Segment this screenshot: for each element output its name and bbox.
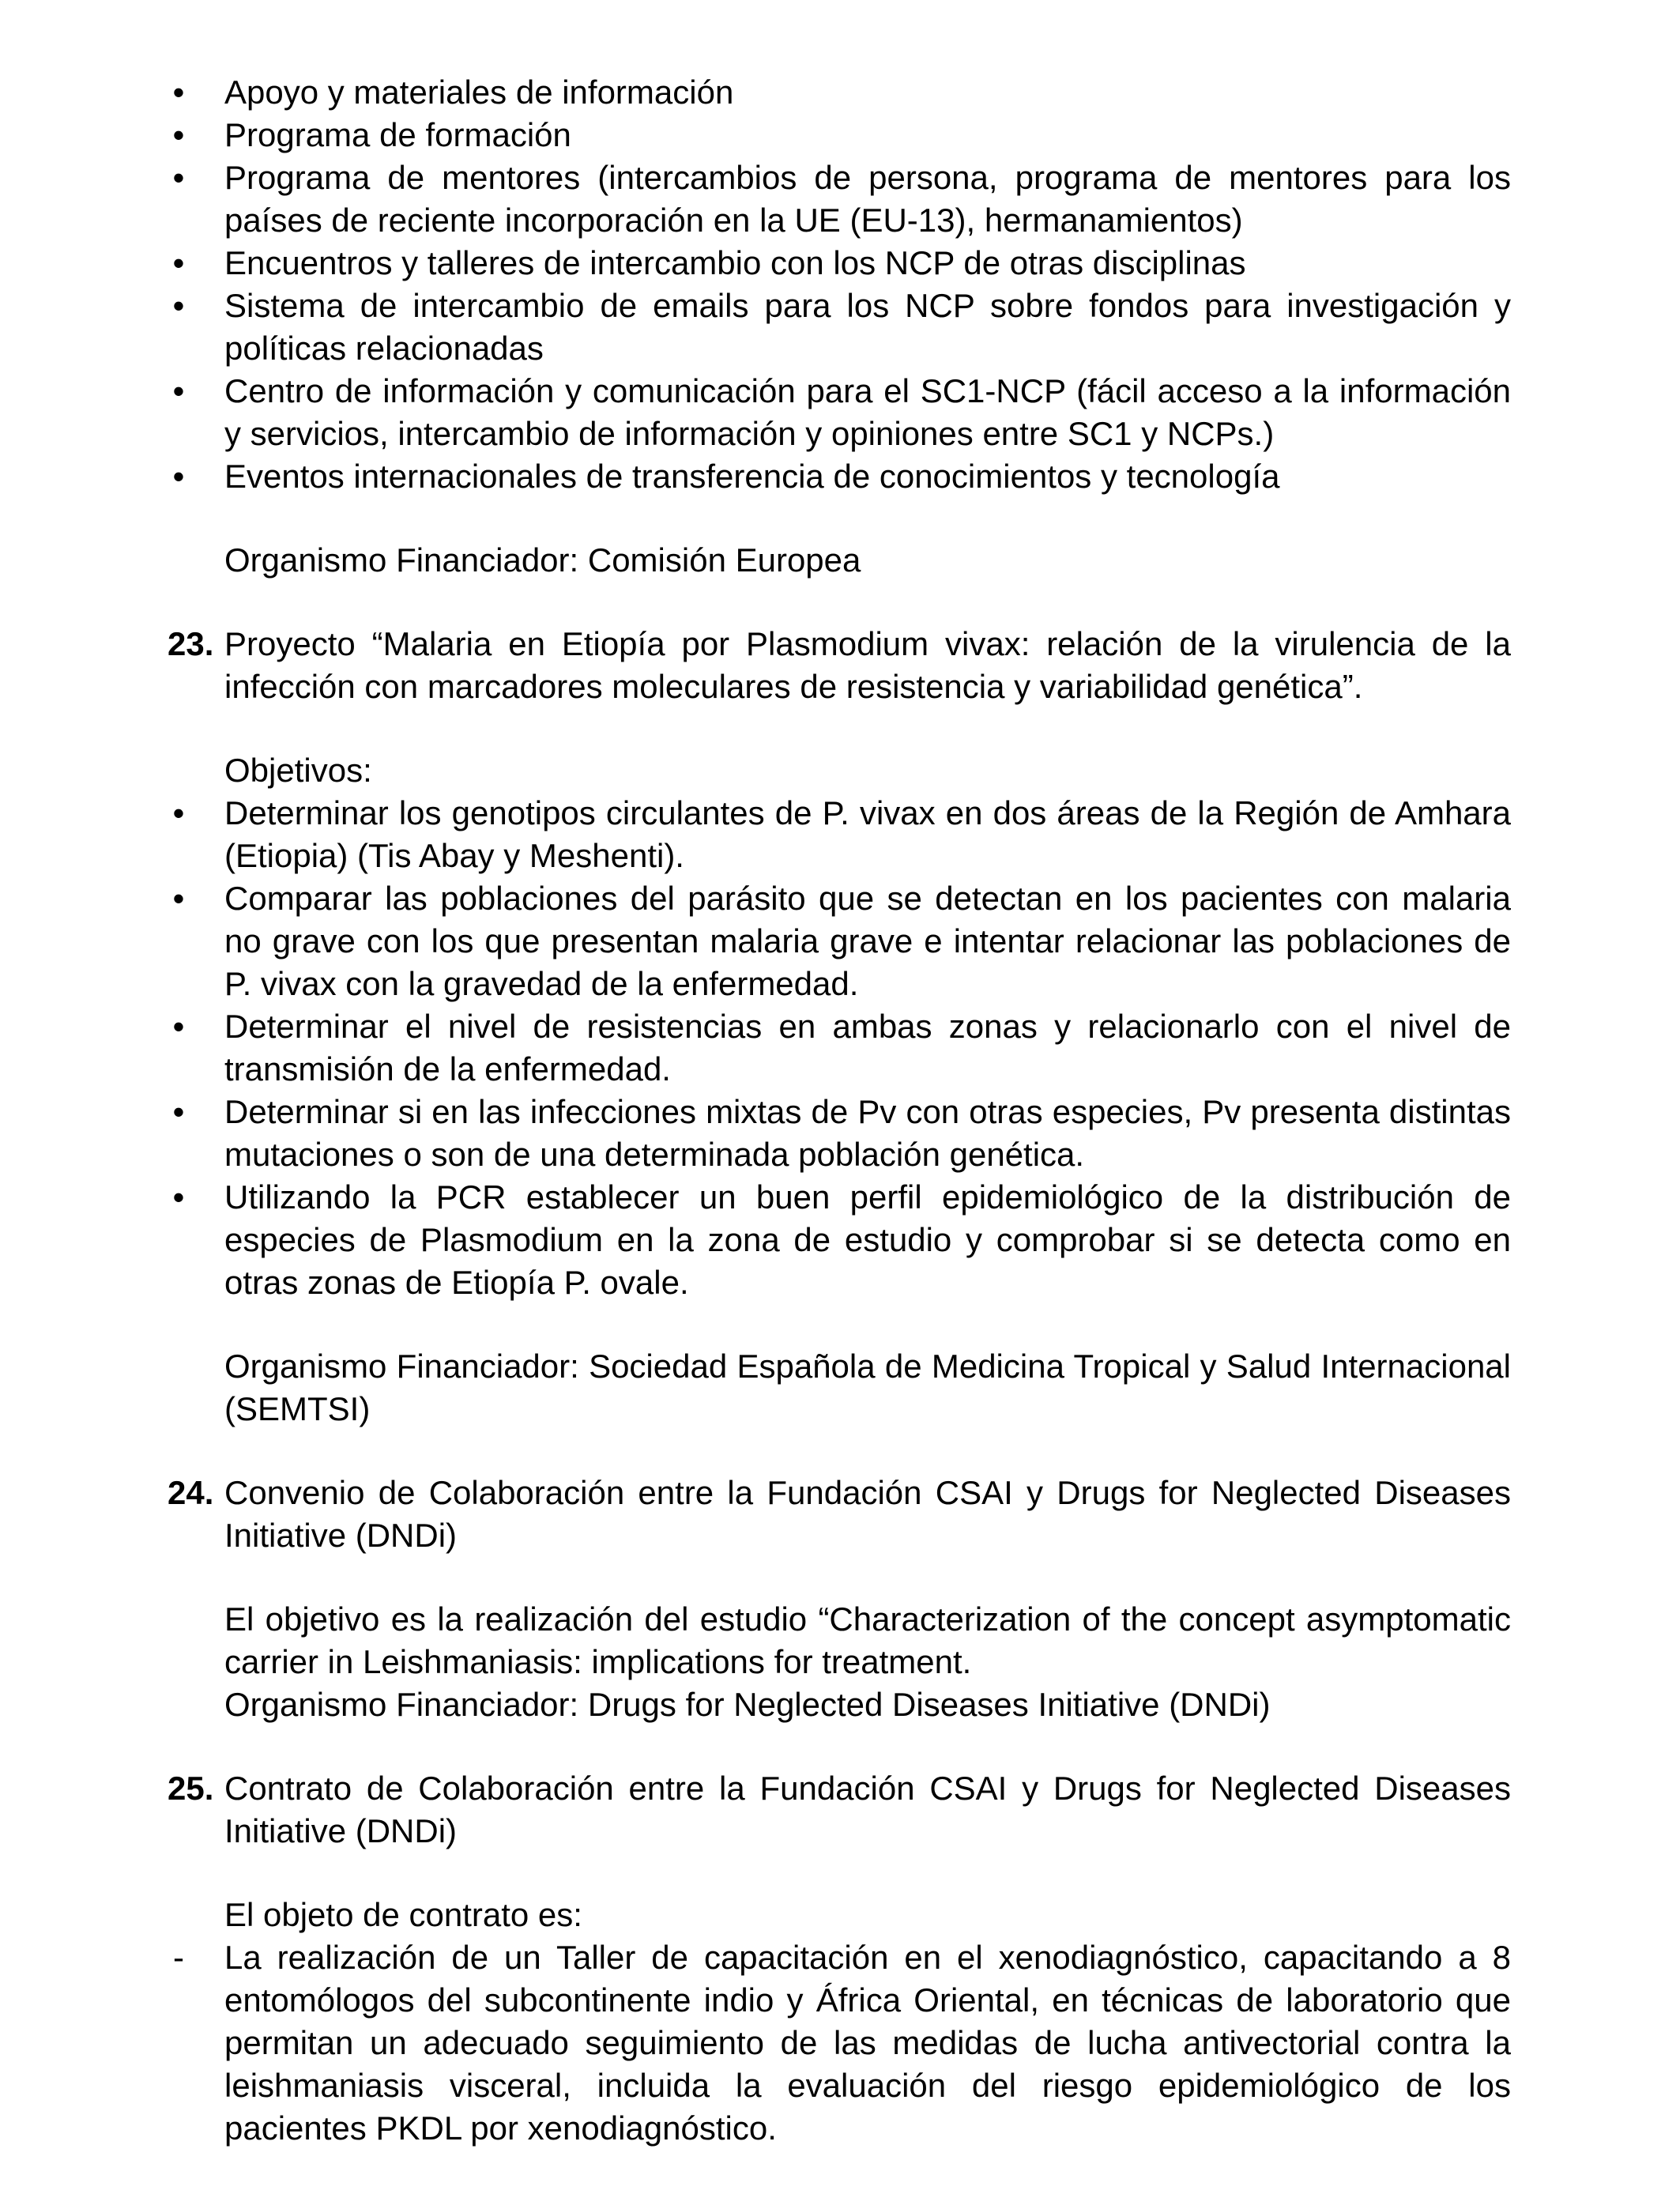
bullet-icon: • xyxy=(172,1008,185,1045)
list-item xyxy=(117,285,1511,370)
list-item xyxy=(117,242,1511,285)
item-number: 23. xyxy=(168,625,214,662)
list-item-text: Determinar si en las infecciones mixtas de Pv con otras especies, Pv presenta distintas mutaciones o son de una determinada población genética. xyxy=(224,1093,1511,1173)
list-item xyxy=(117,71,1511,114)
list-item xyxy=(117,1091,1511,1176)
list-item-text: Determinar el nivel de resistencias en ambas zonas y relacionarlo con el nivel de transmisión de la enfermedad. xyxy=(224,1008,1511,1088)
bullet-icon: • xyxy=(172,794,185,831)
numbered-item-24 xyxy=(168,1472,1511,1726)
dash-icon: - xyxy=(173,1939,184,1976)
list-item-text: Encuentros y talleres de intercambio con los NCP de otras disciplinas xyxy=(224,244,1246,281)
list-item-text: Comparar las poblaciones del parásito que se detectan en los pacientes con malaria no grave con los que presentan malaria grave e intentar relacionar las poblaciones de P. vivax con la gravedad de la enfermedad. xyxy=(224,880,1511,1002)
list-item-text: Centro de información y comunicación para el SC1-NCP (fácil acceso a la información y servicios, intercambio de información y opiniones entre SC1 y NCPs.) xyxy=(224,372,1511,452)
list-item-text: La realización de un Taller de capacitación en el xenodiagnóstico, capacitando a 8 entomólogos del subcontinente indio y África Oriental, en técnicas de laboratorio que permitan un adecuado seguimiento de las medidas de lucha antivectorial contra la leishmaniasis visceral, incluida la evaluación del riesgo epidemiológico de los pacientes PKDL por xenodiagnóstico. xyxy=(224,1939,1511,2147)
list-item xyxy=(117,792,1511,877)
bullet-icon: • xyxy=(172,244,185,281)
bullet-list-item-22 xyxy=(172,71,1511,498)
list-item xyxy=(117,114,1511,156)
objectives-label: Objetivos: xyxy=(224,752,372,789)
numbered-item-23 xyxy=(168,623,1511,1431)
list-item xyxy=(117,877,1511,1005)
list-item xyxy=(117,1936,1511,2150)
item-number: 25. xyxy=(168,1770,214,1807)
bullet-icon: • xyxy=(172,116,185,153)
list-item-text: Programa de mentores (intercambios de persona, programa de mentores para los países de reciente incorporación en la UE (EU-13), hermanamientos) xyxy=(224,159,1511,239)
bullet-icon: • xyxy=(172,458,185,495)
list-item-text: Sistema de intercambio de emails para los NCP sobre fondos para investigación y políticas relacionadas xyxy=(224,287,1511,367)
list-item xyxy=(117,1005,1511,1091)
list-item-text: Determinar los genotipos circulantes de P. vivax en dos áreas de la Región de Amhara (Etiopia) (Tis Abay y Meshenti). xyxy=(224,794,1511,874)
bullet-icon: • xyxy=(172,1178,185,1216)
bullet-icon: • xyxy=(172,880,185,917)
list-item-text: Eventos internacionales de transferencia de conocimientos y tecnología xyxy=(224,458,1280,495)
list-item xyxy=(117,156,1511,242)
bullet-icon: • xyxy=(172,1093,185,1130)
bullet-icon: • xyxy=(172,159,185,196)
list-item-text: Programa de formación xyxy=(224,116,571,153)
item-title: Proyecto “Malaria en Etiopía por Plasmodium vivax: relación de la virulencia de la infección con marcadores moleculares de resistencia y variabilidad genética”. xyxy=(224,625,1511,705)
list-item xyxy=(117,455,1511,498)
numbered-item-25 xyxy=(168,1767,1511,2150)
list-item-text: Utilizando la PCR establecer un buen perfil epidemiológico de la distribución de especies de Plasmodium en la zona de estudio y comprobar si se detecta como en otras zonas de Etiopía P. ovale. xyxy=(224,1178,1511,1301)
objectives-list xyxy=(172,792,1511,1304)
dash-list xyxy=(173,1936,1511,2150)
list-item xyxy=(117,370,1511,455)
objective-text: El objetivo es la realización del estudio “Characterization of the concept asymptomatic carrier in Leishmaniasis: implications for treatment. xyxy=(224,1600,1511,1680)
item-number: 24. xyxy=(168,1474,214,1511)
bullet-icon: • xyxy=(172,74,185,111)
item-title: Contrato de Colaboración entre la Fundación CSAI y Drugs for Neglected Diseases Initiative (DNDi) xyxy=(224,1770,1511,1849)
funder-line: Organismo Financiador: Drugs for Neglected Diseases Initiative (DNDi) xyxy=(224,1686,1271,1723)
object-label: El objeto de contrato es: xyxy=(224,1896,582,1933)
funder-line: Organismo Financiador: Sociedad Española de Medicina Tropical y Salud Internacional (SEMTSI) xyxy=(224,1348,1511,1427)
list-item xyxy=(117,1176,1511,1304)
item-title: Convenio de Colaboración entre la Fundación CSAI y Drugs for Neglected Diseases Initiative (DNDi) xyxy=(224,1474,1511,1554)
funder-line: Organismo Financiador: Comisión Europea xyxy=(224,541,861,579)
list-item-text: Apoyo y materiales de información xyxy=(224,74,734,111)
bullet-icon: • xyxy=(172,287,185,324)
page-content xyxy=(168,71,1511,2150)
bullet-icon: • xyxy=(172,372,185,409)
